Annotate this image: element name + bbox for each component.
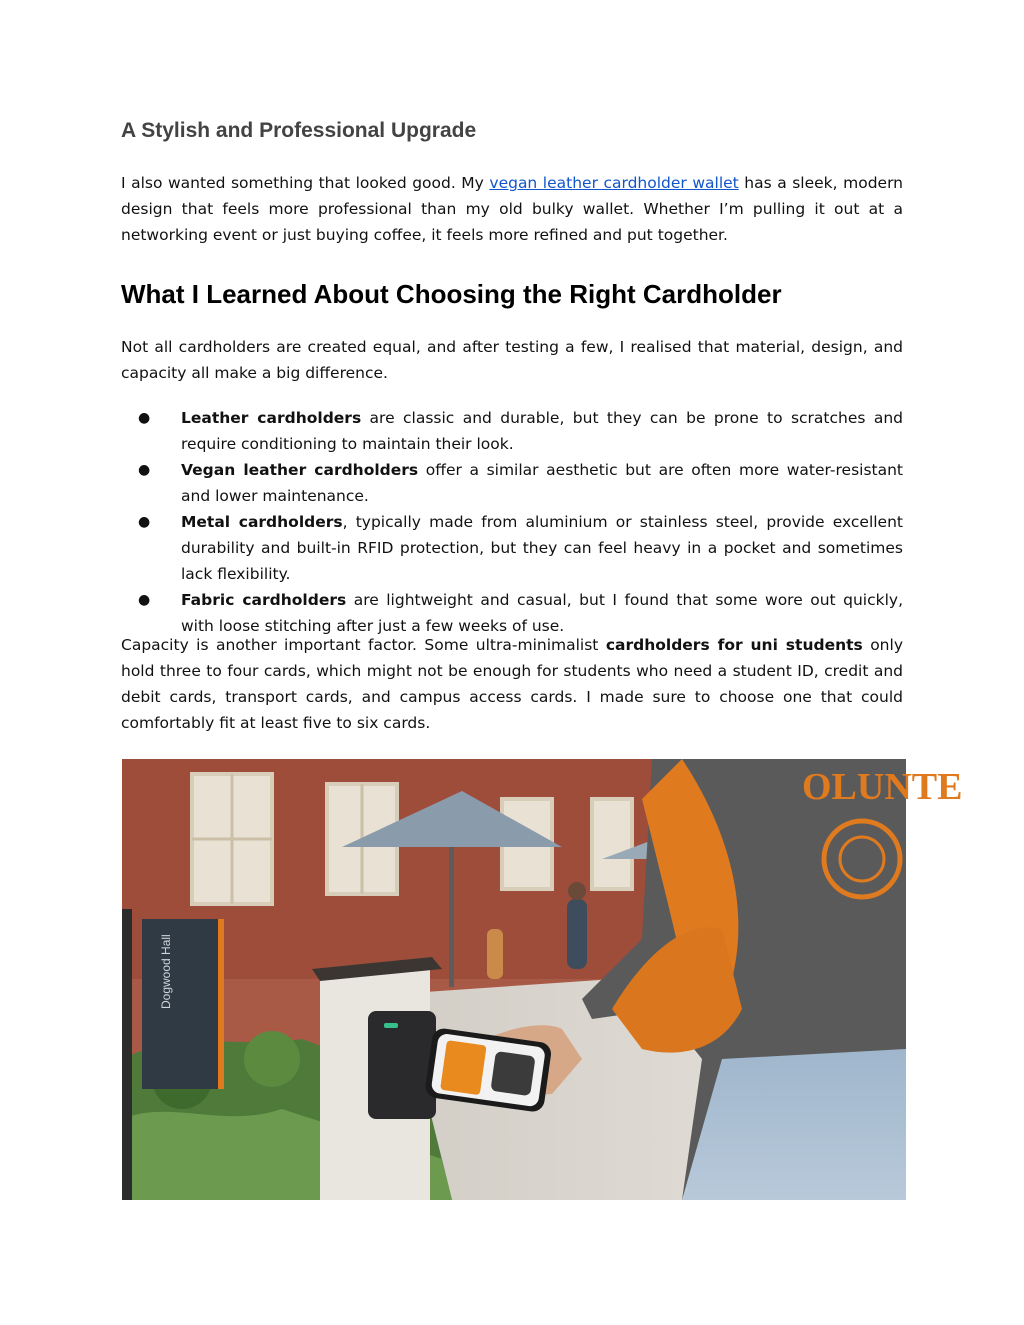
section-heading-learned: What I Learned About Choosing the Right Cardholder (121, 279, 782, 309)
bullet-term: Vegan leather cardholders (181, 461, 419, 479)
bullet-term: Leather cardholders (181, 409, 362, 427)
campus-sign (142, 919, 218, 1089)
paragraph-capacity (121, 632, 903, 736)
card-reader (368, 1011, 436, 1119)
student-tap-phone-photo (122, 759, 963, 1200)
list-item (121, 405, 903, 457)
text-run: I also wanted something that looked good. My (121, 174, 490, 192)
text-run: only hold three to four cards, which might not be enough for students who need a student ID, credit and debit cards, transport cards, and campus access cards. I made sure to choose one that could comfortably fit at least five to six cards. (121, 636, 903, 732)
bullet-icon: ● (138, 410, 151, 426)
list-item (121, 509, 903, 587)
photo-illustration (122, 759, 963, 1200)
bold-phrase: cardholders for uni students (605, 636, 863, 654)
sweater-lettering: OLUNTE (802, 766, 963, 808)
bullet-text: are lightweight and casual, but I found that some wore out quickly, with loose stitching after just a few weeks of use. (181, 591, 903, 635)
sign-text: Dogwood Hall (159, 934, 173, 1009)
bullet-text: offer a similar aesthetic but are often more water-resistant and lower maintenance. (181, 461, 904, 505)
text-run: Capacity is another important factor. Some ultra-minimalist (121, 636, 606, 654)
bullet-term: Fabric cardholders (181, 591, 347, 609)
list-item (121, 457, 903, 509)
bullet-text: are classic and durable, but they can be prone to scratches and require conditioning to maintain their look. (181, 409, 903, 453)
paragraph-stylish (121, 170, 903, 248)
bullet-text: , typically made from aluminium or stainless steel, provide excellent durability and built-in RFID protection, but they can feel heavy in a pocket and sometimes lack flexibility. (181, 513, 903, 583)
cardholder-types-list (121, 405, 903, 639)
section-heading-stylish: A Stylish and Professional Upgrade (121, 119, 477, 142)
text-run: has a sleek, modern design that feels more professional than my old bulky wallet. Whether I’m pulling it out at a networking event or just buying coffee, it feels more refined and put together. (121, 174, 904, 244)
bullet-icon: ● (138, 592, 151, 608)
vegan-wallet-link[interactable]: vegan leather cardholder wallet (489, 174, 739, 192)
bullet-term: Metal cardholders (181, 513, 343, 531)
bullet-icon: ● (138, 514, 151, 530)
bullet-icon: ● (138, 462, 151, 478)
paragraph-learned: Not all cardholders are created equal, and after testing a few, I realised that material, design, and capacity all make a big difference. (121, 338, 903, 382)
